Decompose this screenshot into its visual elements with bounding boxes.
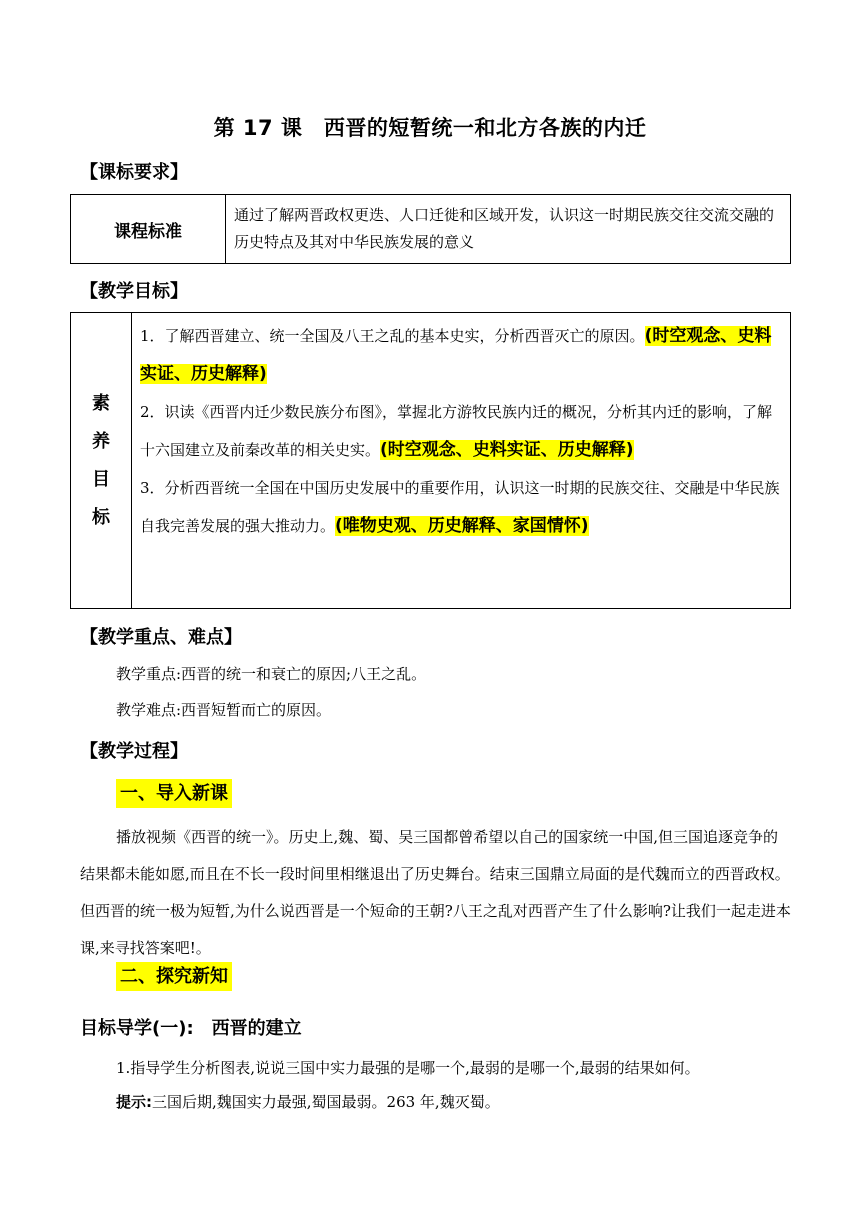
objectives-label-char: 标 [92,506,110,528]
question-1: 1.指导学生分析图表,说说三国中实力最强的是哪一个,最弱的是哪一个,最弱的结果如何。 [116,1059,700,1077]
competency-tag: (唯物史观、历史解释、家国情怀) [335,516,589,536]
objective-item [140,317,782,393]
curriculum-label: 课程标准 [71,195,226,264]
hint-label: 提示: [116,1093,152,1111]
objectives-label [71,313,132,609]
keypoints-heading: 【教学重点、难点】 [80,627,242,648]
objective-item [140,393,782,469]
curriculum-text: 通过了解两晋政权更迭、人口迁徙和区域开发，认识这一时期民族交往交流交融的历史特点及其对中华民族发展的意义 [226,195,791,264]
objective-text: 2．识读《西晋内迁少数民族分布图》，掌握北方游牧民族内迁的概况，分析其内迁的影响，了解十六国建立及前秦改革的相关史实。 [140,403,773,459]
hint-text: 三国后期,魏国实力最强,蜀国最弱。263 年,魏灭蜀。 [152,1093,500,1111]
objectives-heading: 【教学目标】 [80,281,188,302]
intro-title-text: 一、导入新课 [116,779,232,808]
curriculum-heading: 【课标要求】 [80,162,188,183]
process-heading: 【教学过程】 [80,741,188,762]
intro-paragraph: 播放视频《西晋的统一》。历史上,魏、蜀、吴三国都曾希望以自己的国家统一中国,但三国追逐竞争的结果都未能如愿,而且在不长一段时间里相继退出了历史舞台。结束三国鼎立局面的是代魏而立的西晋政权。但西晋的统一极为短暂,为什么说西晋是一个短命的王朝?八王之乱对西晋产生了什么影响?让我们一起走进本课,来寻找答案吧!。 [80,828,791,957]
goal1-title: 目标导学(一): 西晋的建立 [80,1018,302,1039]
teaching-focus: 教学重点:西晋的统一和衰亡的原因;八王之乱。 [116,665,427,683]
objectives-label-char: 素 [92,392,110,414]
curriculum-table [70,194,791,264]
objectives-label-char: 养 [92,430,110,452]
objectives-table [70,312,791,609]
competency-tag: (时空观念、史料实证、历史解释) [380,440,634,460]
objective-item [140,469,782,545]
objectives-label-char: 目 [92,468,110,490]
explore-title-text: 二、探究新知 [116,962,232,991]
teaching-difficulty: 教学难点:西晋短暂而亡的原因。 [116,701,332,719]
objectives-content [132,313,791,609]
objective-text: 1．了解西晋建立、统一全国及八王之乱的基本史实，分析西晋灭亡的原因。 [140,327,645,345]
intro-section-title [116,779,232,805]
hint-line [116,1084,500,1121]
page-title: 第 17 课 西晋的短暂统一和北方各族的内迁 [213,116,647,140]
explore-section-title [116,962,232,988]
objective-text: 3．分析西晋统一全国在中国历史发展中的重要作用，认识这一时期的民族交往、交融是中华民族自我完善发展的强大推动力。 [140,479,780,535]
competency-tag: (时空观念、史料实证、历史解释) [140,326,772,384]
